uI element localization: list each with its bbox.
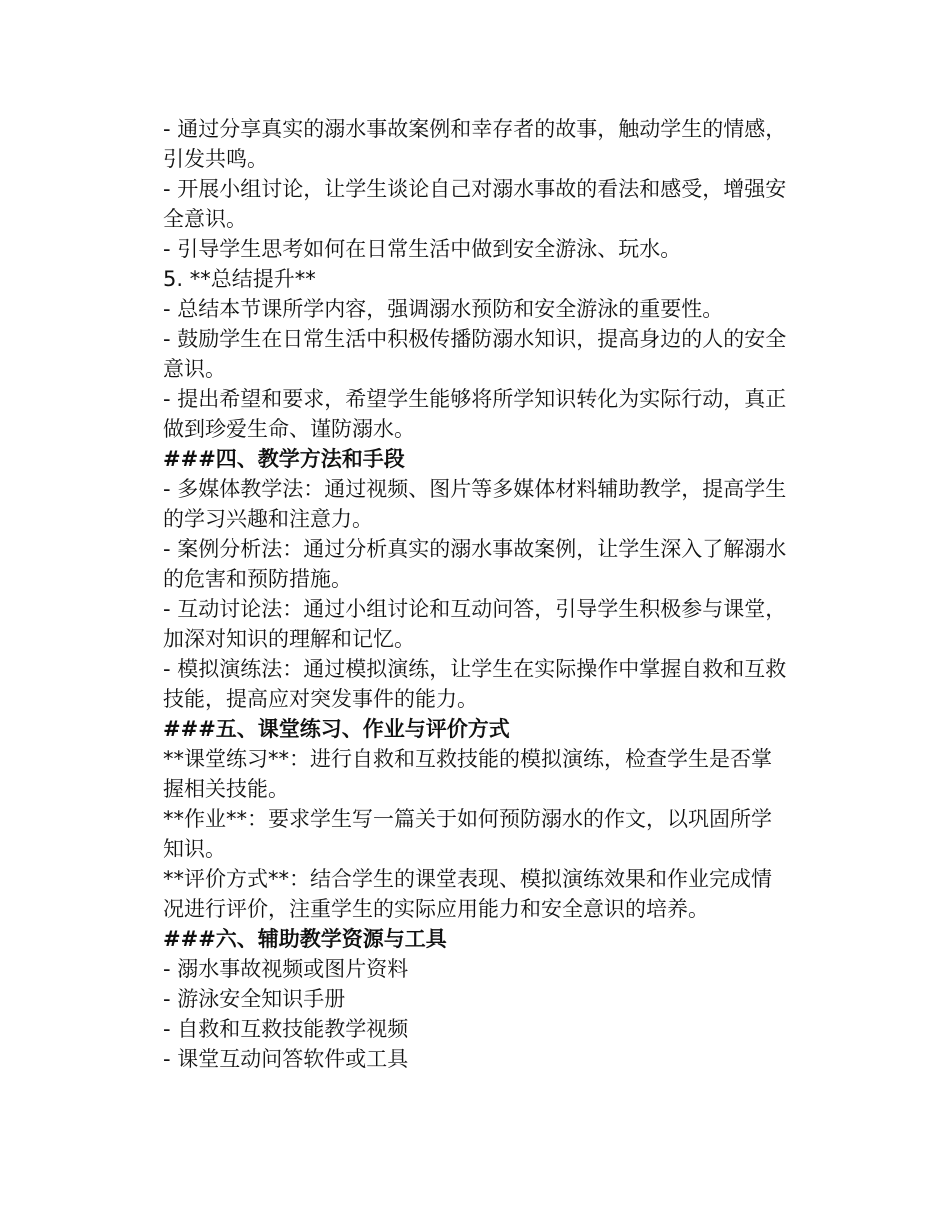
list-item-safety-handbook: - 游泳安全知识手册: [163, 987, 346, 1011]
paragraph-guide-thinking: - 引导学生思考如何在日常生活中做到安全游泳、玩水。: [163, 237, 682, 261]
paragraph-simulation-method: - 模拟演练法：通过模拟演练，让学生在实际操作中掌握自救和互救技能，提高应对突发事件的能力。: [163, 657, 787, 711]
section-heading-practice: ###五、课堂练习、作业与评价方式: [163, 717, 510, 741]
paragraph-class-practice: **课堂练习**：进行自救和互救技能的模拟演练，检查学生是否掌握相关技能。: [163, 747, 772, 801]
paragraph-homework: **作业**：要求学生写一篇关于如何预防溺水的作文，以巩固所学知识。: [163, 807, 772, 861]
section-heading-methods: ###四、教学方法和手段: [163, 447, 405, 471]
list-item-video-resources: - 溺水事故视频或图片资料: [163, 957, 409, 981]
list-item-qa-software: - 课堂互动问答软件或工具: [163, 1047, 409, 1071]
paragraph-case-sharing: - 通过分享真实的溺水事故案例和幸存者的故事，触动学生的情感，引发共鸣。: [163, 117, 787, 171]
paragraph-summary-content: - 总结本节课所学内容，强调溺水预防和安全游泳的重要性。: [163, 297, 724, 321]
paragraph-group-discussion: - 开展小组讨论，让学生谈论自己对溺水事故的看法和感受，增强安全意识。: [163, 177, 787, 231]
document-body: [163, 114, 788, 1074]
paragraph-hope-requirement: - 提出希望和要求，希望学生能够将所学知识转化为实际行动，真正做到珍爱生命、谨防溺水。: [163, 387, 787, 441]
paragraph-evaluation: **评价方式**：结合学生的课堂表现、模拟演练效果和作业完成情况进行评价，注重学生的实际应用能力和安全意识的培养。: [163, 867, 772, 921]
list-item-skills-video: - 自救和互救技能教学视频: [163, 1017, 409, 1041]
paragraph-case-analysis-method: - 案例分析法：通过分析真实的溺水事故案例，让学生深入了解溺水的危害和预防措施。: [163, 537, 787, 591]
paragraph-interactive-method: - 互动讨论法：通过小组讨论和互动问答，引导学生积极参与课堂，加深对知识的理解和记忆。: [163, 597, 787, 651]
paragraph-encourage-spread: - 鼓励学生在日常生活中积极传播防溺水知识，提高身边的人的安全意识。: [163, 327, 787, 381]
paragraph-multimedia-method: - 多媒体教学法：通过视频、图片等多媒体材料辅助教学，提高学生的学习兴趣和注意力。: [163, 477, 787, 531]
section-heading-resources: ###六、辅助教学资源与工具: [163, 927, 447, 951]
subheading-summary: 5. **总结提升**: [163, 267, 316, 291]
